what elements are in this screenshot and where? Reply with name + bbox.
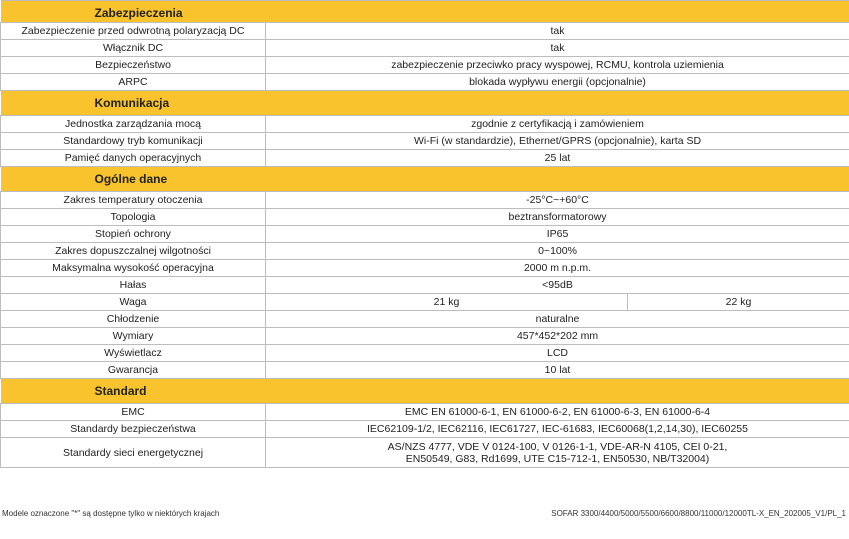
row-value: 0~100% (266, 243, 849, 260)
row-label: Waga (1, 294, 266, 311)
table-row (1, 311, 849, 328)
row-value: tak (266, 40, 849, 57)
row-label: Bezpieczeństwo (1, 57, 266, 74)
row-value (266, 438, 849, 468)
weight-value-b: 22 kg (628, 294, 849, 311)
weight-row (1, 294, 849, 311)
table-row (1, 74, 849, 91)
row-value-line: EN50549, G83, Rd1699, UTE C15-712-1, EN50530, NB/T32004) (405, 452, 710, 465)
table-row (1, 150, 849, 167)
row-label: Zakres temperatury otoczenia (1, 192, 266, 209)
row-value: naturalne (266, 311, 849, 328)
row-label: Wyświetlacz (1, 345, 266, 362)
section-title: Ogólne dane (1, 167, 849, 192)
section-header-protection (1, 1, 849, 23)
row-value-line: AS/NZS 4777, VDE V 0124-100, V 0126-1-1, VDE-AR-N 4105, CEI 0-21, (387, 440, 728, 453)
table-row (1, 23, 849, 40)
row-value: 2000 m n.p.m. (266, 260, 849, 277)
table-row (1, 438, 849, 468)
row-label: Standardy bezpieczeństwa (1, 421, 266, 438)
row-value: blokada wypływu energii (opcjonalnie) (266, 74, 849, 91)
row-value: Wi-Fi (w standardzie), Ethernet/GPRS (opcjonalnie), karta SD (266, 133, 849, 150)
row-value: EMC EN 61000-6-1, EN 61000-6-2, EN 61000-6-3, EN 61000-6-4 (266, 404, 849, 421)
footer-note: Modele oznaczone "*" są dostępne tylko w niektórych krajach (2, 509, 220, 518)
row-label: Hałas (1, 277, 266, 294)
section-title: Zabezpieczenia (1, 1, 849, 23)
section-title: Standard (1, 379, 849, 404)
section-header-standard (1, 379, 849, 404)
row-value: IP65 (266, 226, 849, 243)
row-value: 457*452*202 mm (266, 328, 849, 345)
table-row (1, 57, 849, 74)
row-value: -25°C~+60°C (266, 192, 849, 209)
table-row (1, 192, 849, 209)
row-label: Zabezpieczenie przed odwrotną polaryzacją DC (1, 23, 266, 40)
row-value: 25 lat (266, 150, 849, 167)
table-row (1, 404, 849, 421)
footer-doc-id: SOFAR 3300/4400/5000/5500/6600/8800/11000/12000TL-X_EN_202005_V1/PL_1 (551, 509, 846, 518)
row-label: EMC (1, 404, 266, 421)
row-value: zabezpieczenie przeciwko pracy wyspowej, RCMU, kontrola uziemienia (266, 57, 849, 74)
row-value: tak (266, 23, 849, 40)
row-label: Gwarancja (1, 362, 266, 379)
row-label: Włącznik DC (1, 40, 266, 57)
row-value: 10 lat (266, 362, 849, 379)
table-row (1, 260, 849, 277)
row-label: Standardowy tryb komunikacji (1, 133, 266, 150)
table-row (1, 345, 849, 362)
row-label: Zakres dopuszczalnej wilgotności (1, 243, 266, 260)
table-row (1, 209, 849, 226)
row-value: IEC62109-1/2, IEC62116, IEC61727, IEC-61683, IEC60068(1,2,14,30), IEC60255 (266, 421, 849, 438)
row-value: zgodnie z certyfikacją i zamówieniem (266, 116, 849, 133)
row-value: LCD (266, 345, 849, 362)
row-label: Standardy sieci energetycznej (1, 438, 266, 468)
row-label: Jednostka zarządzania mocą (1, 116, 266, 133)
section-title: Komunikacja (1, 91, 849, 116)
weight-value-a: 21 kg (266, 294, 628, 311)
table-row (1, 421, 849, 438)
table-row (1, 277, 849, 294)
row-label: Chłodzenie (1, 311, 266, 328)
row-label: Wymiary (1, 328, 266, 345)
row-value: <95dB (266, 277, 849, 294)
row-label: Maksymalna wysokość operacyjna (1, 260, 266, 277)
table-row (1, 116, 849, 133)
row-label: Pamięć danych operacyjnych (1, 150, 266, 167)
table-row (1, 40, 849, 57)
section-header-general (1, 167, 849, 192)
row-label: Topologia (1, 209, 266, 226)
table-row (1, 362, 849, 379)
section-header-communication (1, 91, 849, 116)
table-row (1, 226, 849, 243)
table-row (1, 243, 849, 260)
row-value: beztransformatorowy (266, 209, 849, 226)
row-label: ARPC (1, 74, 266, 91)
table-row (1, 328, 849, 345)
row-label: Stopień ochrony (1, 226, 266, 243)
table-row (1, 133, 849, 150)
